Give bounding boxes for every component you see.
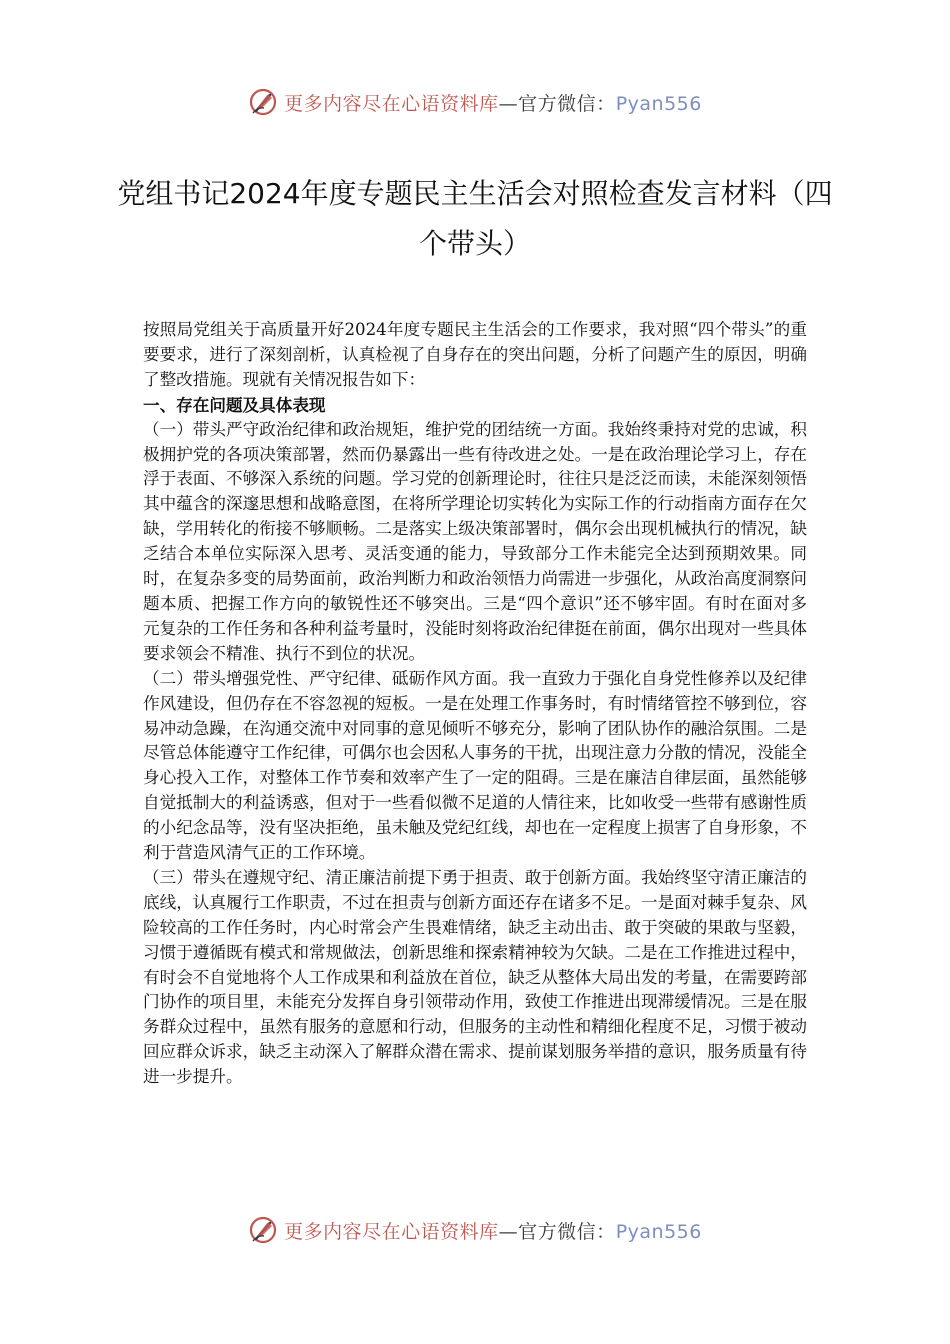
footer-watermark-banner (0, 1210, 950, 1250)
section-heading: 一、存在问题及具体表现 (143, 394, 326, 415)
banner-wechat-label: —官方微信： (498, 1220, 616, 1243)
pen-circle-logo-icon (248, 87, 278, 117)
intro-paragraph: 按照局党组关于高质量开好2024年度专题民主生活会的工作要求，我对照“四个带头”的重要要求，进行了深刻剖析，认真检视了自身存在的突出问题，分析了问题产生的原因，明确了整改措施。现就有关情况报告如下： (143, 320, 807, 389)
banner-site-name: 更多内容尽在心语资料库 (284, 92, 499, 115)
paragraph-3: （三）带头在遵规守纪、清正廉洁前提下勇于担责、敢于创新方面。我始终坚守清正廉洁的底线，认真履行工作职责，不过在担责与创新方面还存在诸多不足。一是面对棘手复杂、风险较高的工作任务时，内心时常会产生畏难情绪，缺乏主动出击、敢于突破的果敢与坚毅，习惯于遵循既有模式和常规做法，创新思维和探索精神较为欠缺。二是在工作推进过程中，有时会不自觉地将个人工作成果和利益放在首位，缺乏从整体大局出发的考量，在需要跨部门协作的项目里，未能充分发挥自身引领带动作用，致使工作推进出现滞缓情况。三是在服务群众过程中，虽然有服务的意愿和行动，但服务的主动性和精细化程度不足，习惯于被动回应群众诉求，缺乏主动深入了解群众潜在需求、提前谋划服务举措的意识，服务质量有待进一步提升。 (143, 867, 807, 1087)
banner-wechat-id: Pyan556 (615, 1220, 702, 1243)
document-title: 党组书记2024年度专题民主生活会对照检查发言材料（四个带头） (117, 176, 833, 260)
banner-wechat-label: —官方微信： (498, 92, 616, 115)
document-body (143, 318, 807, 1090)
banner-wechat-id: Pyan556 (615, 92, 702, 115)
paragraph-2: （二）带头增强党性、严守纪律、砥砺作风方面。我一直致力于强化自身党性修养以及纪律作风建设，但仍存在不容忽视的短板。一是在处理工作事务时，有时情绪管控不够到位，容易冲动急躁，在沟通交流中对同事的意见倾听不够充分，影响了团队协作的融洽氛围。二是尽管总体能遵守工作纪律，可偶尔也会因私人事务的干扰，出现注意力分散的情况，没能全身心投入工作，对整体工作节奏和效率产生了一定的阻碍。三是在廉洁自律层面，虽然能够自觉抵制大的利益诱惑，但对于一些看似微不足道的人情往来，比如收受一些带有感谢性质的小纪念品等，没有坚决拒绝，虽未触及党纪红线，却也在一定程度上损害了自身形象，不利于营造风清气正的工作环境。 (143, 668, 807, 863)
pen-circle-logo-icon (248, 1215, 278, 1245)
header-watermark-banner (0, 82, 950, 122)
banner-site-name: 更多内容尽在心语资料库 (284, 1220, 499, 1243)
paragraph-1: （一）带头严守政治纪律和政治规矩，维护党的团结统一方面。我始终秉持对党的忠诚，积极拥护党的各项决策部署，然而仍暴露出一些有待改进之处。一是在政治理论学习上，存在浮于表面、不够深入系统的问题。学习党的创新理论时，往往只是泛泛而读，未能深刻领悟其中蕴含的深邃思想和战略意图，在将所学理论切实转化为实际工作的行动指南方面存在欠缺，学用转化的衔接不够顺畅。二是落实上级决策部署时，偶尔会出现机械执行的情况，缺乏结合本单位实际深入思考、灵活变通的能力，导致部分工作未能完全达到预期效果。同时，在复杂多变的局势面前，政治判断力和政治领悟力尚需进一步强化，从政治高度洞察问题本质、把握工作方向的敏锐性还不够突出。三是“四个意识”还不够牢固。有时在面对多元复杂的工作任务和各种利益考量时，没能时刻将政治纪律挺在前面，偶尔出现对一些具体要求领会不精准、执行不到位的状况。 (143, 419, 807, 663)
